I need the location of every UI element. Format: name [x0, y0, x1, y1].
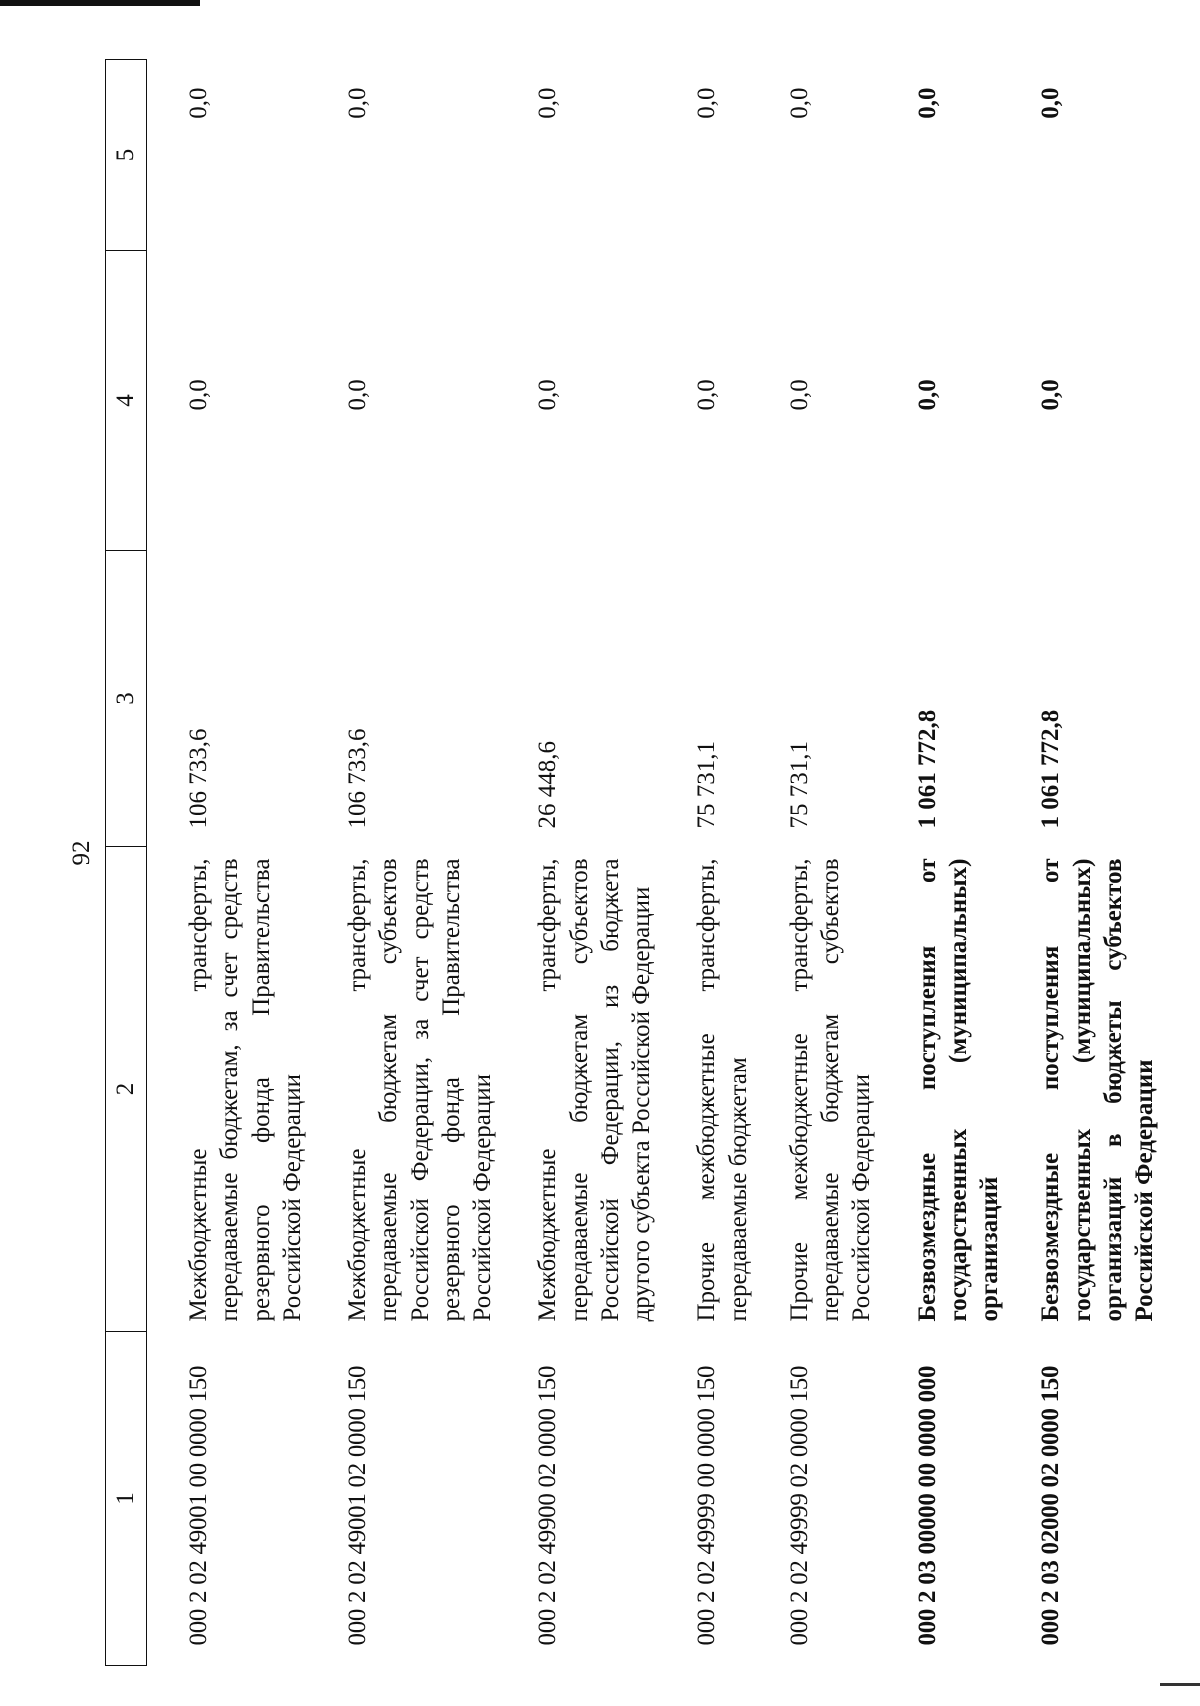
header-col-1: 1 [106, 1332, 147, 1666]
budget-code: 000 2 02 49999 02 0000 150 [785, 1365, 813, 1646]
table-row [754, 60, 878, 1666]
table-row [1005, 60, 1160, 1666]
amount-col-4: 0,0 [534, 379, 562, 411]
amount-col-3: 75 731,1 [785, 741, 813, 829]
page-number: 92 [68, 840, 95, 866]
amount-col-3: 106 733,6 [185, 728, 212, 829]
revenue-name: Безвозмездные поступления от государственных (муниципальных) организаций [913, 858, 1003, 1322]
budget-code: 000 2 03 00000 00 0000 000 [913, 1365, 941, 1646]
budget-revenue-table [105, 59, 1160, 1666]
table-row [498, 60, 657, 1666]
budget-code: 000 2 02 49001 00 0000 150 [185, 1365, 212, 1646]
revenue-name: Прочие межбюджетные трансферты, передаваемые бюджетам [693, 858, 752, 1322]
amount-col-5: 0,0 [785, 87, 813, 119]
table-header-row [106, 60, 147, 1666]
amount-col-3: 1 061 772,8 [913, 709, 941, 829]
amount-col-5: 0,0 [344, 87, 371, 119]
table-row [657, 60, 754, 1666]
budget-code: 000 2 03 02000 02 0000 150 [1037, 1365, 1065, 1646]
header-col-4: 4 [106, 251, 147, 551]
amount-col-3: 1 061 772,8 [1037, 709, 1065, 829]
amount-col-3: 106 733,6 [344, 728, 371, 829]
revenue-name: Безвозмездные поступления от государственных (муниципальных) организаций в бюджеты субъектов Российской Федерации [1037, 858, 1158, 1322]
amount-col-4: 0,0 [785, 379, 813, 411]
revenue-name: Межбюджетные трансферты, передаваемые бюджетам субъектов Российской Федерации, за счет средств резервного фонда Правительства Российской Федерации [344, 858, 496, 1322]
amount-col-5: 0,0 [534, 87, 562, 119]
amount-col-4: 0,0 [344, 379, 371, 411]
table-row [308, 60, 498, 1666]
budget-code: 000 2 02 49001 02 0000 150 [344, 1365, 371, 1646]
amount-col-5: 0,0 [1037, 87, 1065, 119]
amount-col-4: 0,0 [693, 379, 721, 411]
budget-code: 000 2 02 49900 02 0000 150 [534, 1365, 562, 1646]
amount-col-5: 0,0 [185, 87, 212, 119]
revenue-name: Прочие межбюджетные трансферты, передаваемые бюджетам субъектов Российской Федерации [785, 858, 876, 1322]
amount-col-5: 0,0 [913, 87, 941, 119]
header-col-5: 5 [106, 60, 147, 251]
amount-col-5: 0,0 [693, 87, 721, 119]
amount-col-4: 0,0 [1037, 379, 1065, 411]
header-col-2: 2 [106, 847, 147, 1332]
header-col-3: 3 [106, 551, 147, 847]
table-row [147, 60, 309, 1666]
amount-col-3: 75 731,1 [693, 741, 721, 829]
amount-col-4: 0,0 [185, 379, 212, 411]
amount-col-4: 0,0 [913, 379, 941, 411]
budget-code: 000 2 02 49999 00 0000 150 [693, 1365, 721, 1646]
table-row [878, 60, 1006, 1666]
revenue-name: Межбюджетные трансферты, передаваемые бюджетам, за счет средств резервного фонда Правительства Российской Федерации [185, 858, 306, 1322]
amount-col-3: 26 448,6 [534, 741, 562, 829]
revenue-name: Межбюджетные трансферты, передаваемые бюджетам субъектов Российской Федерации, из бюджета другого субъекта Российской Федерации [534, 858, 655, 1322]
